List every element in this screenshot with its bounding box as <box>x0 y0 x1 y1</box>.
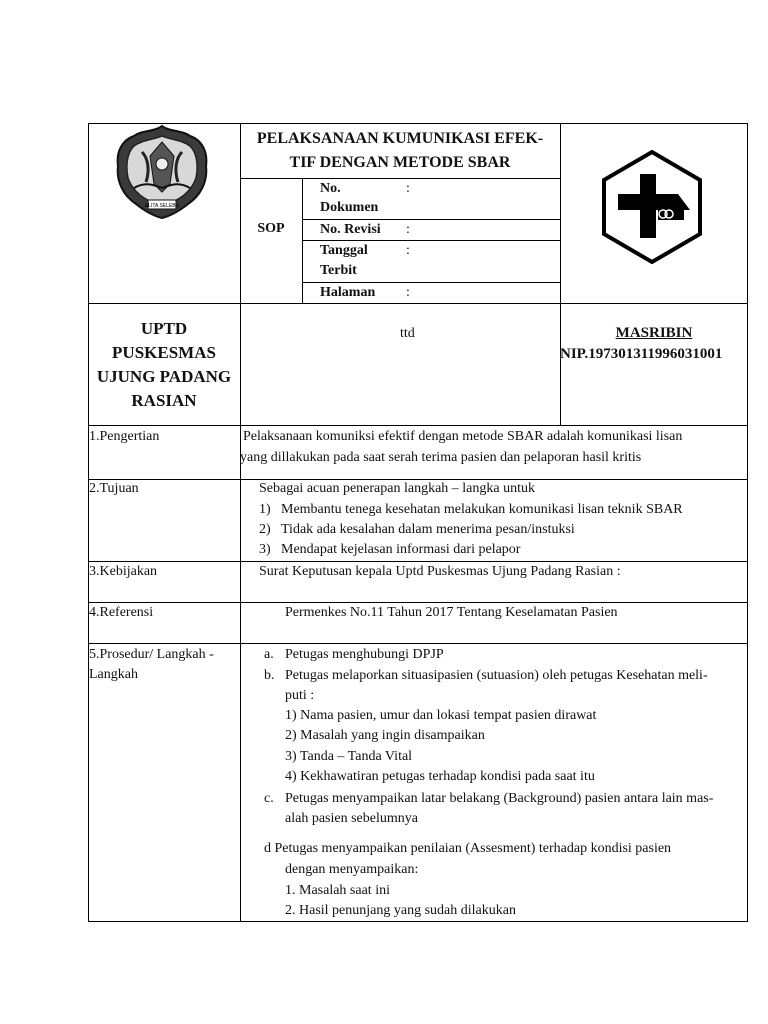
list-item: Petugas melaporkan situasipasien (sutuasion) oleh petugas Kesehatan meli- <box>285 668 708 683</box>
section-label: 4.Referensi <box>89 605 154 620</box>
rule <box>88 643 748 644</box>
list-item: puti : <box>285 688 315 703</box>
field-colon: : <box>406 285 410 300</box>
org-name-line: RASIAN <box>131 391 197 410</box>
emblem-ribbon-text: ELITA SELEBU <box>144 203 180 209</box>
signature-text: ttd <box>400 326 415 341</box>
list-item: Petugas menghubungi DPJP <box>285 647 444 662</box>
field-label: Tanggal <box>320 243 368 258</box>
list-number: 2) <box>259 522 271 537</box>
sub-item: 2) Masalah yang ingin disampaikan <box>285 728 485 743</box>
field-label: No. <box>320 181 341 196</box>
body-text: yang dillakukan pada saat serah terima pasien dan pelaporan hasil kritis <box>240 450 642 465</box>
rule <box>88 921 748 922</box>
org-name-line: UJUNG PADANG <box>96 367 232 386</box>
rule <box>560 123 561 425</box>
rule <box>88 303 748 304</box>
rule <box>240 178 560 179</box>
list-item: Membantu tenega kesehatan melakukan komunikasi lisan teknik SBAR <box>281 502 683 517</box>
section-label: 1.Pengertian <box>89 429 160 444</box>
rule <box>302 178 303 303</box>
field-label: Dokumen <box>320 200 379 215</box>
body-text: Surat Keputusan kepala Uptd Puskesmas Ujung Padang Rasian : <box>259 564 621 579</box>
sub-item: 4) Kekhawatiran petugas terhadap kondisi pada saat itu <box>285 769 595 784</box>
body-text: Pelaksanaan komuniksi efektif dengan metode SBAR adalah komunikasi lisan <box>243 429 683 444</box>
list-number: 3) <box>259 542 271 557</box>
org-name-line: PUSKESMAS <box>112 343 216 362</box>
section-label: 5.Prosedur/ Langkah - <box>89 647 214 662</box>
list-marker: c. <box>264 791 274 806</box>
org-name-line: UPTD <box>140 319 188 338</box>
section-label: 3.Kebijakan <box>89 564 158 579</box>
field-label: Halaman <box>320 285 376 300</box>
list-item: Tidak ada kesalahan dalam menerima pesan/instuksi <box>281 522 575 537</box>
field-colon: : <box>406 181 410 196</box>
rule <box>747 123 748 922</box>
list-item: alah pasien sebelumnya <box>285 811 418 826</box>
list-marker: b. <box>264 668 275 683</box>
section-label: 2.Tujuan <box>89 481 139 496</box>
field-colon: : <box>406 243 410 258</box>
sub-item: 1) Nama pasien, umur dan lokasi tempat pasien dirawat <box>285 708 597 723</box>
rule <box>88 123 89 922</box>
rule <box>88 425 748 426</box>
list-item: d Petugas menyampaikan penilaian (Assesment) terhadap kondisi pasien <box>264 841 672 856</box>
section-label: Langkah <box>89 667 138 682</box>
sub-item: 2. Hasil penunjang yang sudah dilakukan <box>285 903 516 918</box>
field-colon: : <box>406 222 410 237</box>
signer-name: MASRIBIN <box>615 325 693 341</box>
body-text: Sebagai acuan penerapan langkah – langka untuk <box>259 481 536 496</box>
document-title-line-1: PELAKSANAAN KUMUNIKASI EFEK- <box>256 130 544 147</box>
field-label: Terbit <box>320 263 357 278</box>
regional-emblem-logo <box>112 122 212 222</box>
signer-nip: NIP.197301311996031001 <box>560 346 723 362</box>
sub-item: 1. Masalah saat ini <box>285 883 390 898</box>
list-number: 1) <box>259 502 271 517</box>
sub-item: 3) Tanda – Tanda Vital <box>285 749 413 764</box>
sop-label: SOP <box>257 221 285 236</box>
document-title-line-2: TIF DENGAN METODE SBAR <box>289 154 511 171</box>
list-item: Mendapat kejelasan informasi dari pelapor <box>281 542 521 557</box>
puskesmas-logo <box>600 150 704 264</box>
list-item: Petugas menyampaikan latar belakang (Background) pasien antara lain mas- <box>285 791 714 806</box>
rule <box>240 123 241 922</box>
body-text: Permenkes No.11 Tahun 2017 Tentang Keselamatan Pasien <box>285 605 618 620</box>
field-label: No. Revisi <box>320 222 381 237</box>
list-item: dengan menyampaikan: <box>285 862 419 877</box>
list-marker: a. <box>264 647 274 662</box>
